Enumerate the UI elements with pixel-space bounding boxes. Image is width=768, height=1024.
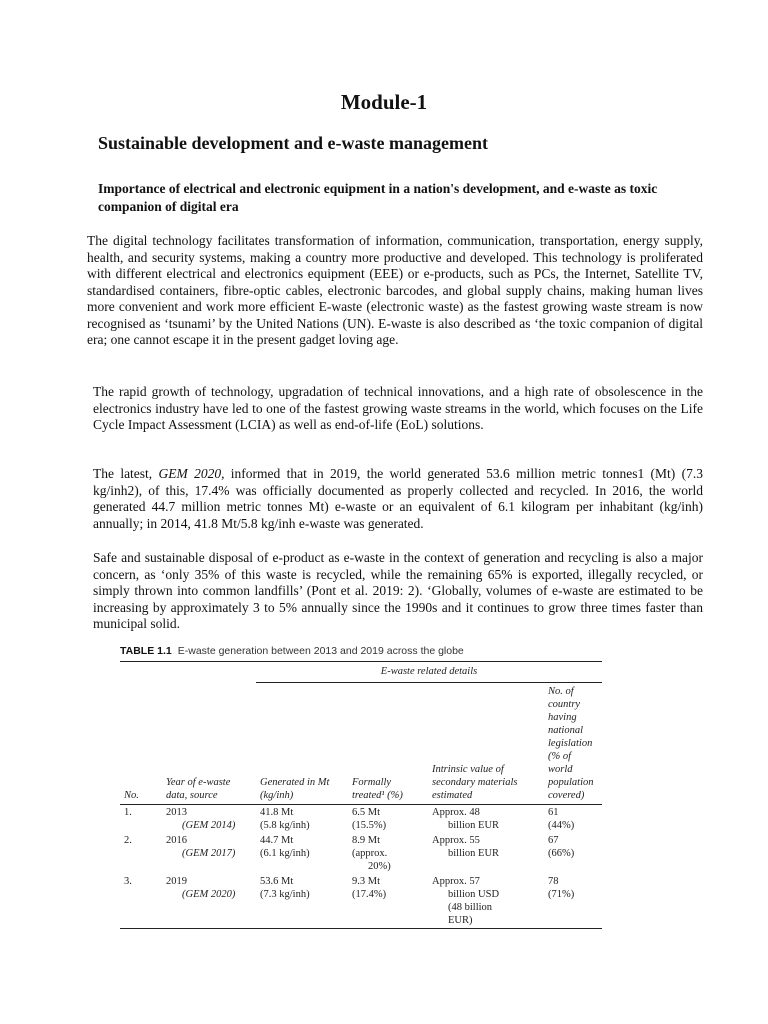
sub-heading: Importance of electrical and electronic equipment in a nation's development, and e-waste as toxic companion of digital era: [98, 181, 658, 214]
para3-prefix: The latest,: [93, 466, 159, 481]
cell-legislation: 61 (44%): [548, 807, 575, 831]
cell-year: 2016 (GEM 2017): [166, 835, 236, 859]
para3-rest: , informed that in 2019, the world generated 53.6 million metric tonnes1 (Mt) (7.3 kg/inh2), of this, 17.4% was officially documented as properly collected and recycled. In 2016, the world generated 44.7 million metric tonnes Mt) e-waste or an equivalent of 6.1 kilogram per inhabitant (kg/inh) annually; in 2014, 41.8 Mt/5.8 kg/inh e-waste was generated.: [93, 466, 704, 531]
paragraph-rapid-growth: The rapid growth of technology, upgradation of technical innovations, and a high rate of obsolescence in the electronics industry have led to one of the fastest growing waste streams in the world, which focuses on the Life Cycle Impact Assessment (LCIA) as well as end-of-life (EoL) solutions.: [93, 384, 703, 432]
table-row: [120, 833, 602, 874]
header-legislation: No. of country having national legislation (% of world population covered): [548, 686, 594, 801]
gem-2020-citation: GEM 2020: [158, 466, 222, 481]
cell-generated: 41.8 Mt (5.8 kg/inh): [260, 807, 310, 831]
cell-legislation: 67 (66%): [548, 835, 575, 859]
table-caption: [120, 645, 602, 657]
cell-intrinsic: Approx. 55 billion EUR: [432, 835, 500, 859]
header-treated: Formally treated¹ (%): [352, 777, 403, 801]
cell-year: 2019 (GEM 2020): [166, 876, 236, 900]
header-no: No.: [124, 790, 139, 801]
cell-treated: 6.5 Mt (15.5%): [352, 807, 387, 831]
cell-treated: 8.9 Mt (approx. 20%): [352, 835, 391, 872]
cell-intrinsic: Approx. 57 billion USD (48 billion EUR): [432, 876, 500, 926]
header-generated: Generated in Mt (kg/inh): [260, 777, 330, 801]
group-header: E-waste related details: [256, 662, 602, 683]
table-label: TABLE 1.1: [120, 645, 172, 657]
cell-legislation: 78 (71%): [548, 876, 575, 900]
table-header-row: [120, 683, 602, 805]
cell-no: 1.: [124, 807, 132, 818]
cell-treated: 9.3 Mt (17.4%): [352, 876, 387, 900]
cell-year: 2013 (GEM 2014): [166, 807, 236, 831]
table-row: [120, 874, 602, 929]
section-title: Sustainable development and e-waste management: [98, 133, 488, 153]
cell-intrinsic: Approx. 48 billion EUR: [432, 807, 500, 831]
ewaste-table-figure: [120, 645, 602, 929]
paragraph-digital-technology: The digital technology facilitates transformation of information, communication, transportation, energy supply, health, and security systems, making a country more productive and developed. This technology is proliferated with different electrical and electronics equipment (EEE) or e-products, such as PCs, the Internet, Satellite TV, standardised containers, fibre-optic cables, electronic barcodes, and global supply chains, making human lives more convenient and work more efficient E-waste (electronic waste) as the fastest growing waste stream is now recognised as ‘tsunami’ by the United Nations (UN). E-waste is also described as ‘the toxic companion of digital era; one cannot escape it in the present gadget loving age.: [87, 233, 703, 347]
cell-generated: 53.6 Mt (7.3 kg/inh): [260, 876, 310, 900]
cell-generated: 44.7 Mt (6.1 kg/inh): [260, 835, 310, 859]
module-title: Module-1: [340, 90, 428, 114]
ewaste-generation-table: [120, 661, 602, 929]
table-row: [120, 805, 602, 834]
cell-no: 2.: [124, 835, 132, 846]
paragraph-gem-2020: [93, 466, 703, 532]
cell-no: 3.: [124, 876, 132, 887]
table-group-header-row: [120, 662, 602, 683]
table-caption-text: E-waste generation between 2013 and 2019 across the globe: [177, 645, 464, 657]
header-intrinsic: Intrinsic value of secondary materials estimated: [432, 764, 518, 801]
paragraph-safe-disposal: Safe and sustainable disposal of e-product as e-waste in the context of generation and recycling is also a major concern, as ‘only 35% of this waste is recycled, while the remaining 65% is exported, illegally recycled, or simply thrown into common landfills’ (Pont et al. 2019: 2). ‘Globally, volumes of e-waste are estimated to be increasing by approximately 3 to 5% annually since the 1990s and it continues to grow three times faster than municipal solid.: [93, 550, 703, 631]
header-year: Year of e-waste data, source: [166, 777, 231, 801]
